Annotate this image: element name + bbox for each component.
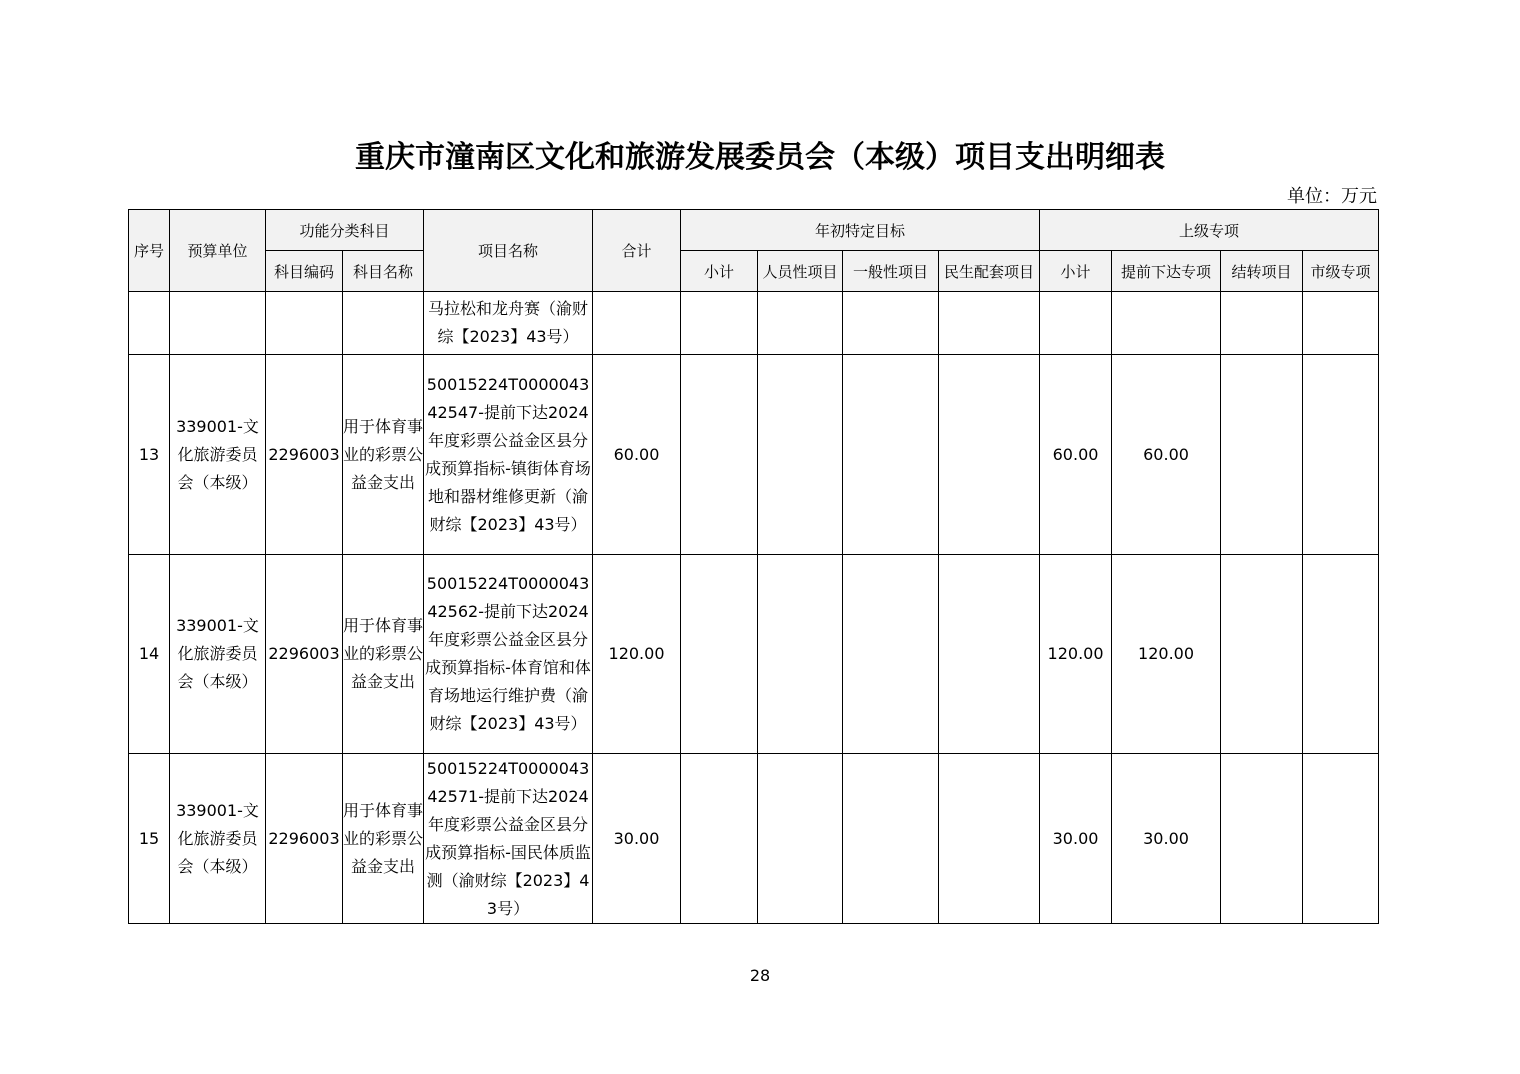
cell-target-subtotal	[681, 355, 758, 555]
cell-code	[266, 292, 343, 355]
header-func-code: 科目编码	[266, 251, 343, 292]
header-target-personnel: 人员性项目	[758, 251, 843, 292]
cell-target-subtotal	[681, 555, 758, 754]
cell-total	[593, 292, 681, 355]
header-total: 合计	[593, 210, 681, 292]
cell-target-personnel	[758, 754, 843, 924]
cell-target-general	[843, 355, 939, 555]
cell-upper-carryover	[1221, 355, 1303, 555]
header-upper-subtotal: 小计	[1040, 251, 1112, 292]
cell-unit: 339001-文化旅游委员会（本级）	[170, 754, 266, 924]
cell-seq: 14	[129, 555, 170, 754]
header-func-name: 科目名称	[343, 251, 424, 292]
cell-subject: 用于体育事业的彩票公益金支出	[343, 355, 424, 555]
header-row-2	[129, 251, 1379, 292]
header-upper-city: 市级专项	[1303, 251, 1379, 292]
cell-target-subtotal	[681, 292, 758, 355]
header-func-group: 功能分类科目	[266, 210, 424, 251]
table-row	[129, 292, 1379, 355]
header-target-general: 一般性项目	[843, 251, 939, 292]
cell-upper-advance: 60.00	[1112, 355, 1221, 555]
project-expenditure-table	[128, 209, 1379, 924]
header-upper-advance: 提前下达专项	[1112, 251, 1221, 292]
header-seq: 序号	[129, 210, 170, 292]
table-row	[129, 754, 1379, 924]
cell-project: 50015224T000004342562-提前下达2024年度彩票公益金区县分成预算指标-体育馆和体育场地运行维护费（渝财综【2023】43号）	[424, 555, 593, 754]
header-project: 项目名称	[424, 210, 593, 292]
cell-project: 50015224T000004342571-提前下达2024年度彩票公益金区县分成预算指标-国民体质监测（渝财综【2023】43号）	[424, 754, 593, 924]
cell-upper-subtotal: 120.00	[1040, 555, 1112, 754]
cell-target-livelihood	[939, 292, 1040, 355]
cell-code: 2296003	[266, 355, 343, 555]
cell-upper-city	[1303, 355, 1379, 555]
header-target-group: 年初特定目标	[681, 210, 1040, 251]
cell-target-general	[843, 754, 939, 924]
cell-project: 50015224T000004342547-提前下达2024年度彩票公益金区县分成预算指标-镇街体育场地和器材维修更新（渝财综【2023】43号）	[424, 355, 593, 555]
cell-total: 60.00	[593, 355, 681, 555]
cell-subject: 用于体育事业的彩票公益金支出	[343, 555, 424, 754]
cell-total: 120.00	[593, 555, 681, 754]
page-number: 28	[749, 966, 771, 985]
header-upper-carryover: 结转项目	[1221, 251, 1303, 292]
header-upper-group: 上级专项	[1040, 210, 1379, 251]
cell-target-subtotal	[681, 754, 758, 924]
cell-upper-subtotal: 60.00	[1040, 355, 1112, 555]
cell-seq: 15	[129, 754, 170, 924]
cell-target-livelihood	[939, 754, 1040, 924]
cell-upper-subtotal: 30.00	[1040, 754, 1112, 924]
cell-upper-city	[1303, 754, 1379, 924]
cell-upper-carryover	[1221, 555, 1303, 754]
header-target-subtotal: 小计	[681, 251, 758, 292]
cell-upper-advance: 120.00	[1112, 555, 1221, 754]
cell-unit: 339001-文化旅游委员会（本级）	[170, 555, 266, 754]
cell-upper-carryover	[1221, 292, 1303, 355]
header-unit: 预算单位	[170, 210, 266, 292]
cell-unit	[170, 292, 266, 355]
cell-subject: 用于体育事业的彩票公益金支出	[343, 754, 424, 924]
cell-upper-city	[1303, 292, 1379, 355]
cell-target-personnel	[758, 292, 843, 355]
header-row-1	[129, 210, 1379, 251]
cell-target-general	[843, 292, 939, 355]
cell-subject	[343, 292, 424, 355]
cell-target-livelihood	[939, 355, 1040, 555]
cell-upper-advance	[1112, 292, 1221, 355]
cell-target-livelihood	[939, 555, 1040, 754]
cell-target-personnel	[758, 555, 843, 754]
table-row	[129, 355, 1379, 555]
unit-label: 单位：万元	[1287, 186, 1377, 207]
cell-target-general	[843, 555, 939, 754]
cell-target-personnel	[758, 355, 843, 555]
cell-project: 马拉松和龙舟赛（渝财综【2023】43号）	[424, 292, 593, 355]
page-title: 重庆市潼南区文化和旅游发展委员会（本级）项目支出明细表	[355, 140, 1165, 175]
cell-unit: 339001-文化旅游委员会（本级）	[170, 355, 266, 555]
header-target-livelihood: 民生配套项目	[939, 251, 1040, 292]
cell-seq: 13	[129, 355, 170, 555]
cell-upper-subtotal	[1040, 292, 1112, 355]
cell-upper-city	[1303, 555, 1379, 754]
cell-seq	[129, 292, 170, 355]
cell-upper-advance: 30.00	[1112, 754, 1221, 924]
cell-total: 30.00	[593, 754, 681, 924]
cell-code: 2296003	[266, 754, 343, 924]
cell-code: 2296003	[266, 555, 343, 754]
table-row	[129, 555, 1379, 754]
cell-upper-carryover	[1221, 754, 1303, 924]
